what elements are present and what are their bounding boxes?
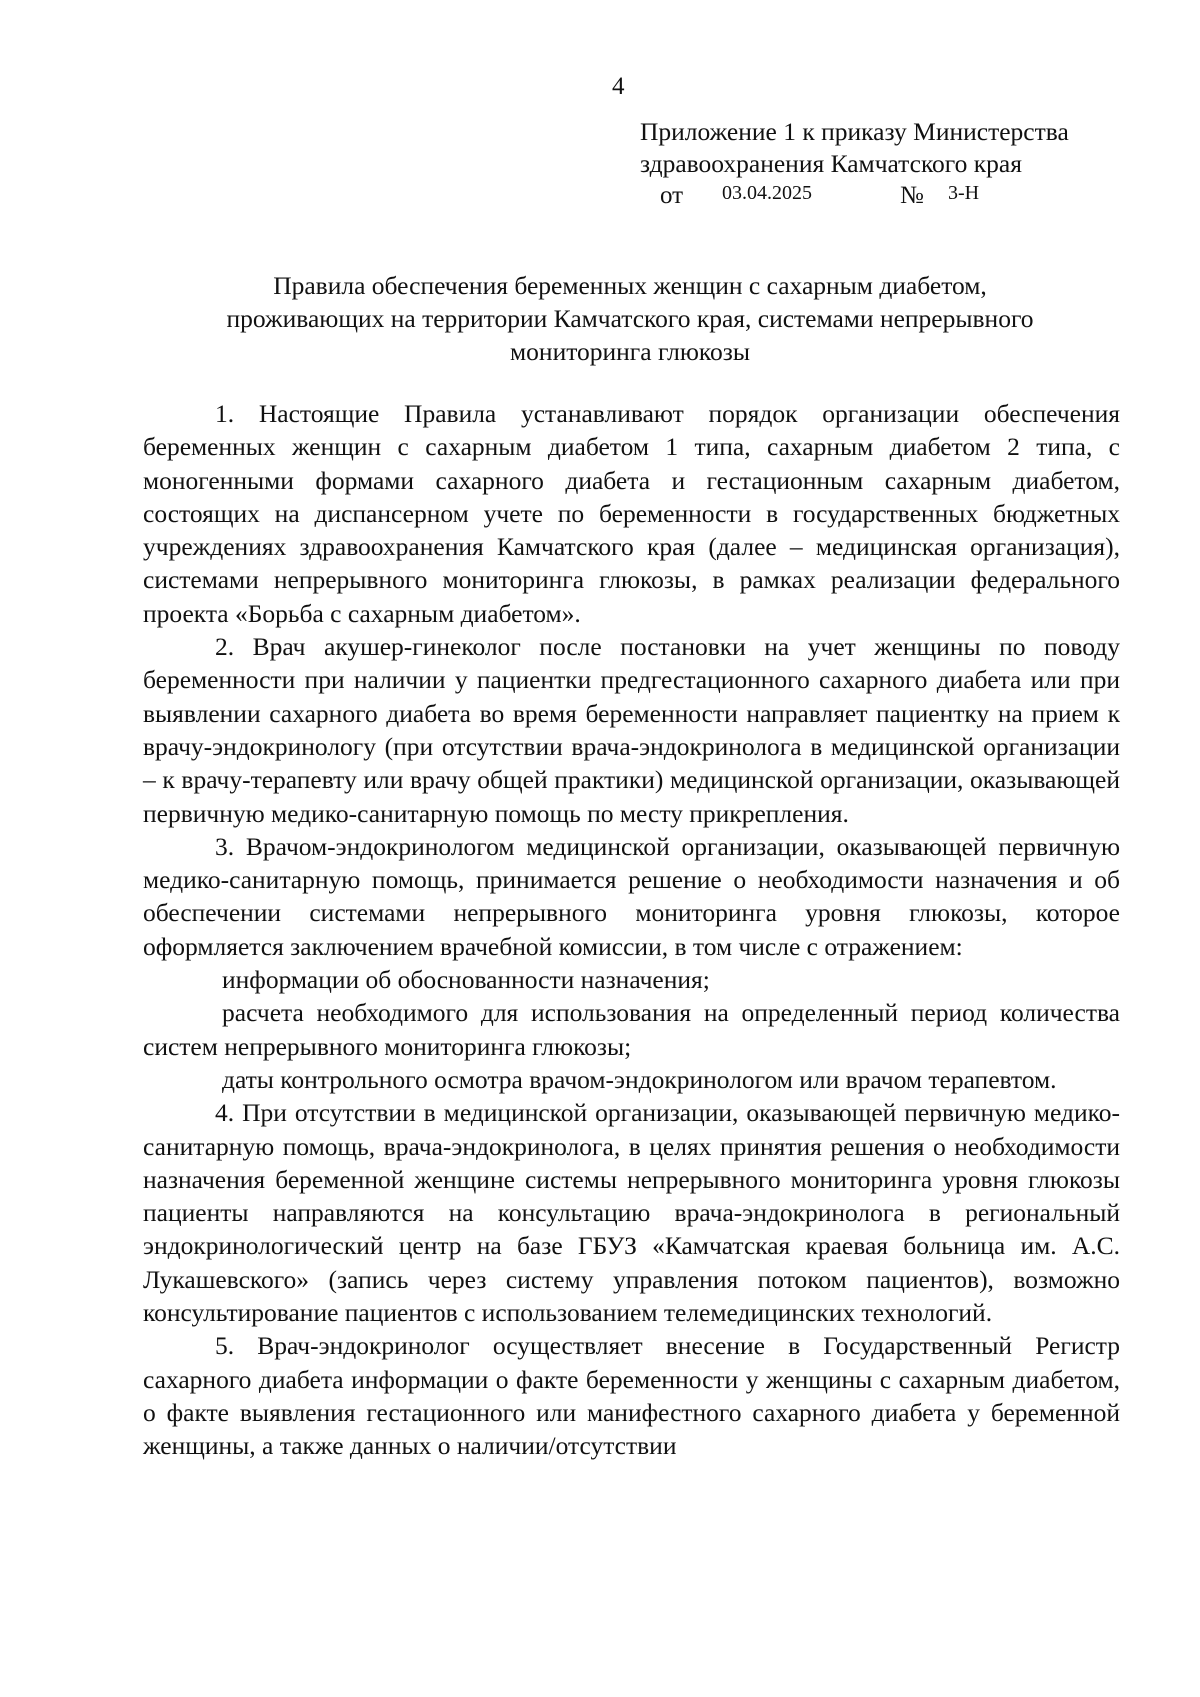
appendix-line-2: здравоохранения Камчатского края: [640, 149, 1022, 178]
title-line-3: мониторинга глюкозы: [510, 337, 750, 366]
order-date-prefix: от: [660, 182, 684, 209]
page-number: 4: [612, 73, 625, 100]
paragraph-3-item-2: расчета необходимого для использования на определенный период количества систем непрерывного мониторинга глюкозы;: [143, 998, 1120, 1061]
paragraph-2: 2. Врач акушер-гинеколог после постановки на учет женщины по поводу беременности при наличии у пациентки предгестационного сахарного диабета или при выявлении сахарного диабета во время беременности направляет пациентку на прием к врачу-эндокринологу (при отсутствии врача-эндокринолога в медицинской организации – к врачу-терапевту или врачу общей практики) медицинской организации, оказывающей первичную медико-санитарную помощь по месту прикрепления.: [143, 632, 1120, 828]
document-body: [143, 397, 1120, 1463]
paragraph-1: 1. Настоящие Правила устанавливают порядок организации обеспечения беременных женщин с сахарным диабетом 1 типа, сахарным диабетом 2 типа, с моногенными формами сахарного диабета и гестационным сахарным диабетом, состоящих на диспансерном учете по беременности в государственных бюджетных учреждениях здравоохранения Камчатского края (далее – медицинская организация), системами непрерывного мониторинга глюкозы, в рамках реализации федерального проекта «Борьба с сахарным диабетом».: [143, 399, 1120, 628]
paragraph-4: 4. При отсутствии в медицинской организации, оказывающей первичную медико-санитарную помощь, врача-эндокринолога, в целях принятия решения о необходимости назначения беременной женщине системы непрерывного мониторинга уровня глюкозы пациенты направляются на консультацию врача-эндокринолога в региональный эндокринологический центр на базе ГБУЗ «Камчатская краевая больница им. А.С. Лукашевского» (запись через систему управления потоком пациентов), возможно консультирование пациентов с использованием телемедицинских технологий.: [143, 1098, 1120, 1328]
title-line-1: Правила обеспечения беременных женщин с сахарным диабетом,: [273, 271, 987, 300]
paragraph-3-item-3: даты контрольного осмотра врачом-эндокринологом или врачом терапевтом.: [222, 1064, 1057, 1094]
appendix-header: [640, 116, 1069, 180]
appendix-line-1: Приложение 1 к приказу Министерства: [640, 117, 1069, 146]
document-title: [140, 269, 1120, 368]
paragraph-5: 5. Врач-эндокринолог осуществляет внесение в Государственный Регистр сахарного диабета информации о факте беременности у женщины с сахарным диабетом, о факте выявления гестационного или манифестного сахарного диабета у беременной женщины, а также данных о наличии/отсутствии: [143, 1331, 1120, 1461]
paragraph-3: 3. Врачом-эндокринологом медицинской организации, оказывающей первичную медико-санитарную помощь, принимается решение о необходимости назначения и об обеспечении системами непрерывного мониторинга уровня глюкозы, которое оформляется заключением врачебной комиссии, в том числе с отражением:: [143, 831, 1120, 961]
paragraph-3-item-1: информации об обоснованности назначения;: [222, 965, 710, 995]
order-date: 03.04.2025: [722, 182, 812, 204]
order-number-prefix: №: [900, 182, 924, 209]
order-number: 3-Н: [948, 182, 980, 204]
title-line-2: проживающих на территории Камчатского края, системами непрерывного: [226, 304, 1034, 333]
